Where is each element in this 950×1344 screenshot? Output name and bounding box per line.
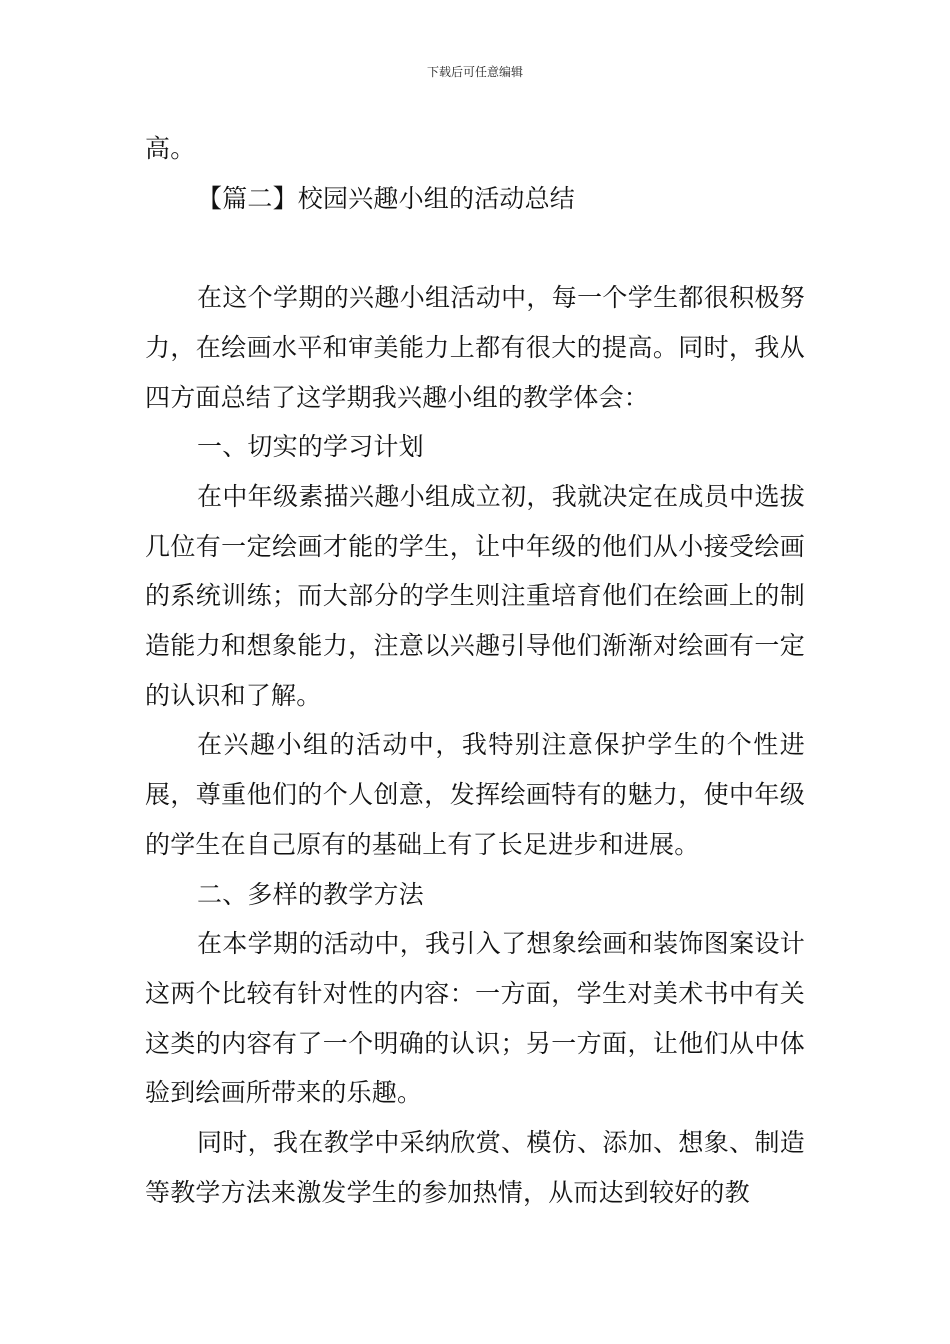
heading-teaching-methods: 二、多样的教学方法 xyxy=(197,879,424,909)
paragraph-teaching-methods: 同时，我在教学中采纳欣赏、模仿、添加、想象、制造等教学方法来激发学生的参加热情，从而达到较好的教 xyxy=(145,1128,805,1207)
section-title: 【篇二】校园兴趣小组的活动总结 xyxy=(197,183,576,213)
paragraph-individuality: 在兴趣小组的活动中，我特别注意保护学生的个性进展，尊重他们的个人创意，发挥绘画特有的魅力，使中年级的学生在自己原有的基础上有了长足进步和进展。 xyxy=(145,730,805,859)
paragraph-intro: 在这个学期的兴趣小组活动中，每一个学生都很积极努力，在绘画水平和审美能力上都有很大的提高。同时，我从四方面总结了这学期我兴趣小组的教学体会： xyxy=(145,283,805,412)
paragraph-teaching-content: 在本学期的活动中，我引入了想象绘画和装饰图案设计这两个比较有针对性的内容：一方面，学生对美术书中有关这类的内容有了一个明确的认识；另一方面，让他们从中体验到绘画所带来的乐趣。 xyxy=(145,929,805,1108)
paragraph-learning-plan: 在中年级素描兴趣小组成立初，我就决定在成员中选拔几位有一定绘画才能的学生，让中年级的他们从小接受绘画的系统训练；而大部分的学生则注重培育他们在绘画上的制造能力和想象能力，注意以兴趣引导他们渐渐对绘画有一定的认识和了解。 xyxy=(145,481,805,710)
page-header: 下载后可任意编辑 xyxy=(426,65,523,79)
document-body xyxy=(145,124,805,1217)
heading-learning-plan: 一、切实的学习计划 xyxy=(197,432,424,462)
blank-line xyxy=(145,223,805,273)
continuation-line: 高。 xyxy=(145,134,196,163)
